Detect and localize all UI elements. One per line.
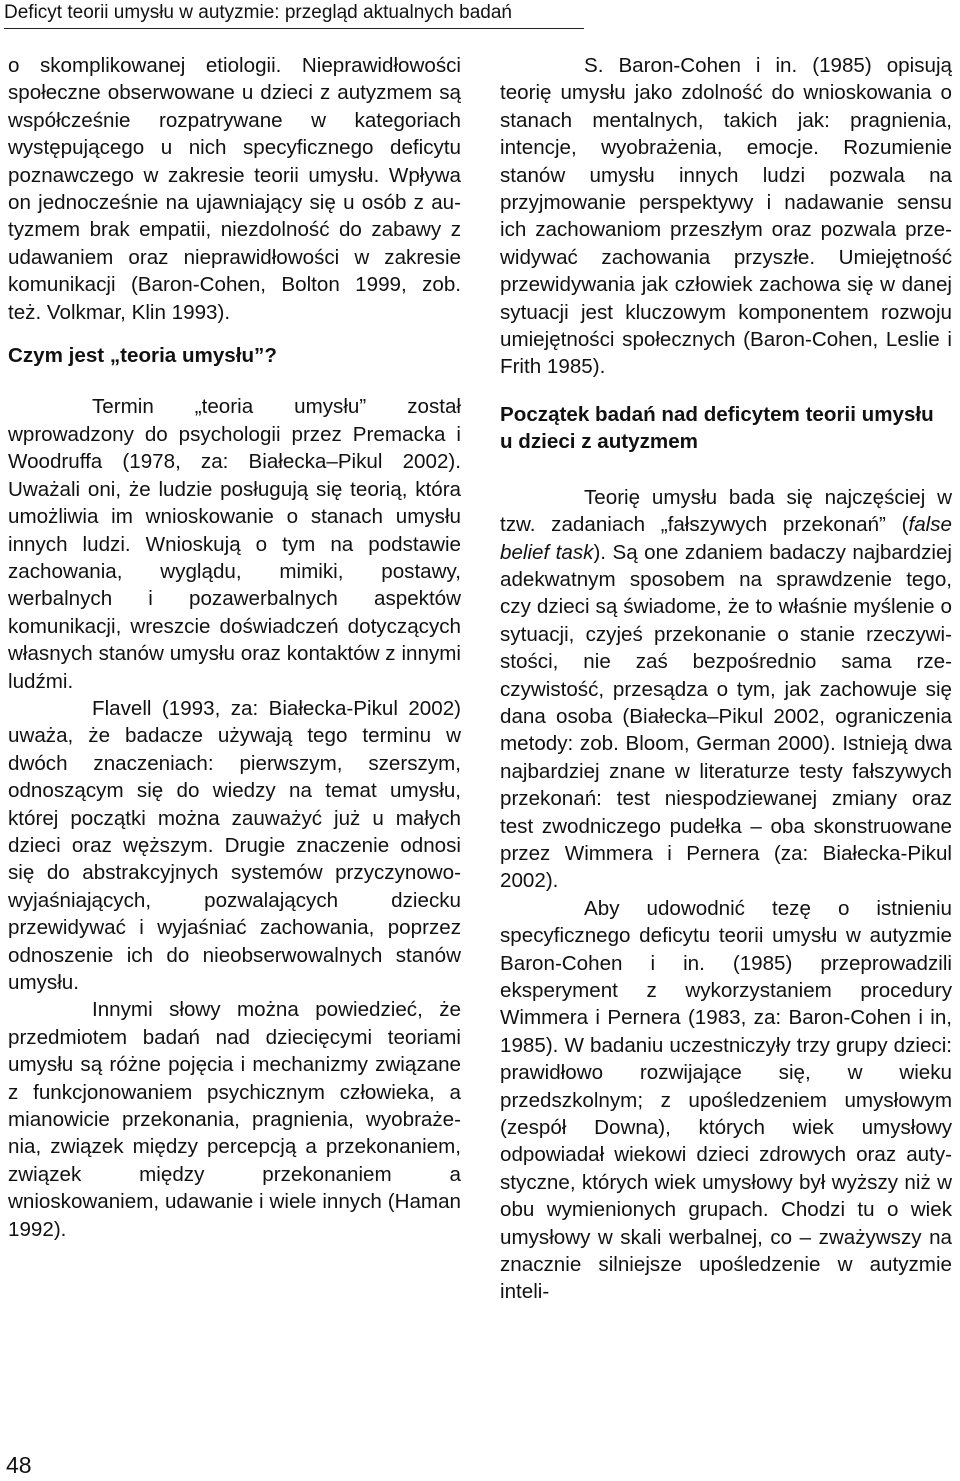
paragraph: Innymi słowy można powiedzieć, że przedmiotem badań nad dziecięcymi teoriami umysłu są różne pojęcia i mechanizmy związane z funkcjonowaniem psychicznym człowieka, a mianowicie przekonania, pragnienia, wyobrażenia, związek między percepcją a przekonaniem, związek między przekonaniem a wnioskowaniem, udawanie i wiele innych (Haman 1992). (8, 998, 461, 1241)
page-number: 48 (6, 1452, 32, 1478)
left-column (8, 52, 461, 1243)
running-header (4, 0, 584, 29)
paragraph: o skomplikowanej etiologii. Nieprawidłowości społeczne obserwowane u dzieci z autyzmem są współcześnie rozpatrywane w kategoriach występującego u nich specyficznego deficytu poznawczego w zakresie teorii umysłu. Wpływa on jednocześnie na ujawniający się u osób z autyzmem brak empatii, niezdolność do zabawy z udawaniem oraz nieprawidłowości w zakresie komunikacji (Baron-Cohen, Bolton 1999, zob. też. Volkmar, Klin 1993). (8, 54, 461, 324)
paragraph-text: ). Są one zdaniem badaczy najbardziej adekwatnym sposobem na sprawdzenie tego, czy dzieci są świadome, że to właśnie myślenie o sytuacji, czyjeś przekonanie o stanie rzeczywistości, nie zaś bezpośrednio sama rzeczywistość, przesądza o tym, jak zachowuje się dana osoba (Białecka–Pikul 2002, ograniczenia metody: zob. Bloom, German 2000). Istnieją dwa najbardziej znane w literaturze testy fałszywych przekonań: test niespodziewanej zmiany oraz test zwodniczego pudełka – oba skonstruowane przez Wimmera i Pernera (za: Białecka-Pikul 2002). (500, 540, 952, 893)
paragraph: Flavell (1993, za: Białecka-Pikul 2002) uważa, że badacze używają tego terminu w dwóch znaczeniach: pierwszym, szerszym, odnoszącym się do wiedzy na temat umysłu, której początki można zauważyć już u małych dzieci oraz węższym. Drugie znaczenie odnosi się do abstrakcyjnych systemów przyczynowo-wyjaśniających, pozwalających dziecku przewidywać i wyjaśniać zachowania, poprzez odnoszenie ich do nieobserwowalnych stanów umysłu. (8, 696, 461, 994)
paragraph-text: Teorię umysłu bada się najczęściej w tzw. zadaniach „fałszywych przekonań” ( (500, 485, 952, 537)
right-column (500, 52, 952, 1306)
paragraph: Aby udowodnić tezę o istnieniu specyficznego deficytu teorii umysłu w autyzmie Baron-Cohen i in. (1985) przeprowadzili eksperyment z wykorzystaniem procedury Wimmera i Pernera (1983, za: Baron-Cohen i in, 1985). W badaniu uczestniczyły trzy grupy dzieci: prawidłowo rozwijające się, w wieku przedszkolnym; z upośledzeniem umysłowym (zespół Downa), których wiek umysłowy odpowiadał wiekowi dzieci zdrowych oraz autystyczne, których wiek umysłowy był wyższy niż w obu wymienionych grupach. Chodzi tu o wiek umysłowy w skali werbalnej, co – zważywszy na znacznie silniejsze upośledzenie w autyzmie inteli- (500, 896, 952, 1304)
paragraph (500, 484, 952, 895)
section-heading: Początek badań nad deficytem teorii umysłu u dzieci z autyzmem (500, 402, 934, 454)
italic-term: false belief task (500, 513, 952, 564)
running-title: Deficyt teorii umysłu w autyzmie: przegląd aktualnych badań (4, 2, 512, 23)
section-heading: Czym jest „teoria umysłu”? (8, 344, 277, 368)
paragraph: Termin „teoria umysłu” został wprowadzony do psychologii przez Premacka i Woodruffa (1978, za: Białecka–Pikul 2002). Uważali oni, że ludzie posługują się teorią, która umożliwia im wnioskowanie o stanach umysłu innych ludzi. Wnioskują o tym na podstawie zachowania, wyglądu, mimiki, postawy, werbalnych i pozawerbalnych aspektów komunikacji, wreszcie doświadczeń dotyczących własnych stanów umysłu oraz kontaktów z innymi ludźmi. (8, 395, 461, 693)
paragraph: S. Baron-Cohen i in. (1985) opisują teorię umysłu jako zdolność do wnioskowania o stanach mentalnych, takich jak: pragnienia, intencje, wyobrażenia, emocje. Rozumienie stanów umysłu innych ludzi pozwala na przyjmowanie perspektywy i nadawanie sensu ich zachowaniom przeszłym oraz pozwala przewidywać zachowania przyszłe. Umiejętność przewidywania jak człowiek zachowa się w danej sytuacji jest kluczowym komponentem rozwoju umiejętności społecznych (Baron-Cohen, Leslie i Frith 1985). (500, 54, 952, 379)
